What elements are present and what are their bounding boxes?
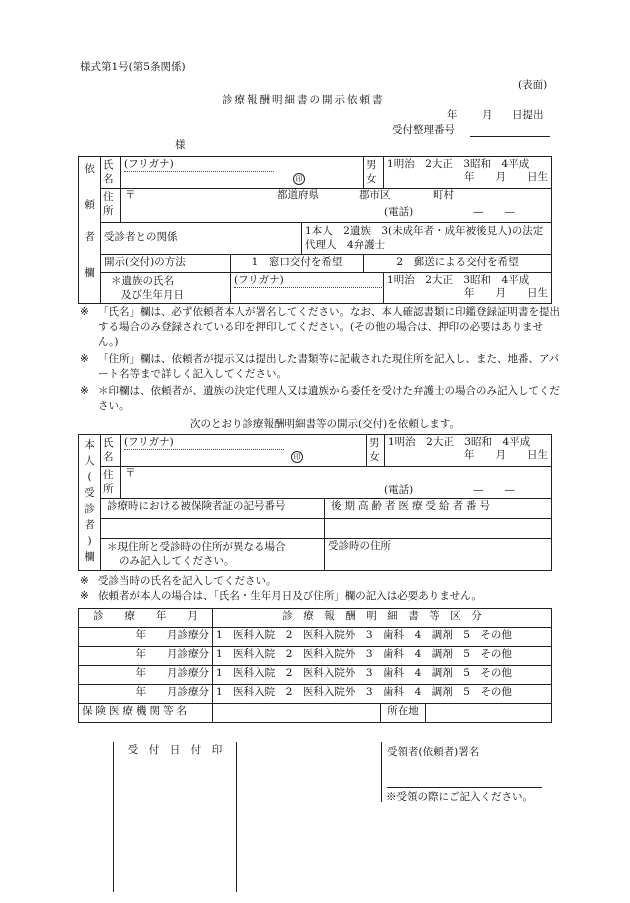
elderly-number-field[interactable] — [325, 519, 552, 539]
period-table — [78, 608, 552, 723]
patient-name-field[interactable]: (フリガナ) 印 — [121, 435, 367, 467]
elderly-number-label: 後期高齢者医療受給者番号 — [325, 499, 552, 519]
patient-address-field[interactable]: 〒 (電話) — — — [121, 467, 552, 499]
patient-birthdate[interactable]: 1明治 2大正 3昭和 4平成 年 月 日生 — [385, 435, 552, 467]
category-options[interactable]: 1 医科入院 2 医科入院外 3 歯科 4 調剤 5 その他 — [213, 685, 552, 704]
category-options[interactable]: 1 医科入院 2 医科入院外 3 歯科 4 調剤 5 その他 — [213, 647, 552, 666]
requester-birthdate[interactable]: 1明治 2大正 3昭和 4平成 年 月 日生 — [384, 157, 552, 189]
note-item: ※ 「氏名」欄は、必ず依頼者本人が署名してください。なお、本人確認書類に印鑑登録証明書を提出する場合のみ登録されている印を押印してください。(その他の場合は、押印の必要はありません。) — [80, 306, 560, 348]
notes-block-1 — [80, 305, 560, 414]
visit-address-field[interactable]: 受診時の住所 — [325, 539, 552, 571]
institution-field[interactable] — [213, 704, 381, 723]
signature-note: ※受領の際にご記入ください。 — [386, 791, 533, 803]
signature-label: 受領者(依頼者)署名 — [387, 746, 480, 758]
furigana-label: (フリガナ) — [124, 158, 274, 172]
honorific-label: 様 — [175, 139, 186, 151]
period-cell[interactable]: 年 月診療分 — [79, 628, 213, 647]
institution-label: 保険医療機関等名 — [79, 704, 213, 723]
sex-selector[interactable]: 男 女 — [364, 157, 384, 189]
deceased-label: ＊遺族の氏名 及び生年月日 — [101, 273, 231, 304]
note-item: ※ 依頼者が本人の場合は、「氏名・生年月日及び住所」欄の記入は必要ありません。 — [80, 590, 482, 602]
date-year-label: 年 — [447, 109, 458, 121]
requester-name-field[interactable] — [121, 157, 364, 189]
signature-field[interactable] — [387, 776, 542, 788]
insurance-number-field[interactable] — [101, 519, 325, 539]
relation-label: 受診者との関係 — [101, 223, 302, 255]
note-item: ※ 受診当時の氏名を記入してください。 — [80, 575, 277, 587]
method-window-option[interactable]: 1 窓口交付を希望 — [231, 255, 364, 273]
requester-table — [78, 156, 552, 304]
receipt-number-field[interactable] — [470, 124, 550, 137]
patient-table — [78, 434, 552, 571]
period-row — [79, 647, 552, 666]
signature-divider — [381, 742, 382, 802]
period-row — [79, 685, 552, 704]
name-label: 氏名 — [101, 157, 121, 189]
date-day-submit-label: 日提出 — [512, 109, 544, 121]
requester-address-field[interactable]: 〒 都道府県 郡市区 町村 (電話) — — — [121, 189, 552, 223]
note-item: ※ 「住所」欄は、依頼者が提示又は提出した書類等に記載された現住所を記入し、また、地番、アパート名等まで詳しく記入してください。 — [80, 353, 560, 380]
date-month-label: 月 — [482, 109, 493, 121]
page-title: 診療報酬明細書の開示依頼書 — [222, 94, 385, 106]
insurance-number-label: 診療時における被保険者証の記号番号 — [101, 499, 325, 519]
deceased-name-field[interactable]: (フリガナ) — [231, 273, 384, 304]
notes-block-2 — [80, 574, 560, 604]
method-label: 開示(交付)の方法 — [101, 255, 231, 273]
location-label: 所在地 — [381, 704, 426, 723]
side-label: (表面) — [518, 79, 548, 91]
period-cell[interactable]: 年 月診療分 — [79, 685, 213, 704]
requester-section-label: 依 頼 者 欄 — [79, 157, 101, 304]
deceased-birthdate[interactable]: 1明治 2大正 3昭和 4平成 年 月 日生 — [384, 273, 552, 304]
category-header: 診 療 報 酬 明 細 書 等 区 分 — [213, 609, 552, 628]
patient-sex-selector[interactable]: 男 女 — [367, 435, 385, 467]
period-cell[interactable]: 年 月診療分 — [79, 647, 213, 666]
period-header: 診 療 年 月 — [79, 609, 213, 628]
note-item: ※ ＊印欄は、依頼者が、遺族の決定代理人又は遺族から委任を受けた弁護士の場合のみ記入してください。 — [80, 385, 560, 412]
receipt-stamp-box — [113, 742, 237, 892]
seal-mark: 印 — [293, 173, 305, 185]
category-options[interactable]: 1 医科入院 2 医科入院外 3 歯科 4 調剤 5 その他 — [213, 628, 552, 647]
patient-address-label: 住所 — [101, 467, 121, 499]
period-row — [79, 628, 552, 647]
receipt-stamp-label: 受 付 日 付 印 — [127, 744, 223, 756]
request-sentence: 次のとおり診療報酬明細書等の開示(交付)を依頼します。 — [190, 418, 460, 430]
seal-mark: 印 — [291, 451, 303, 463]
location-field[interactable] — [426, 704, 552, 723]
patient-section-label: 本 人 ( 受 診 者 ) 欄 — [79, 435, 101, 571]
address-label: 住所 — [101, 189, 121, 223]
receipt-number-label: 受付整理番号 — [392, 124, 455, 136]
form-number: 様式第1号(第5条関係) — [80, 61, 186, 73]
period-row — [79, 666, 552, 685]
relation-options[interactable]: 1本人 2遺族 3(未成年者・成年被後見人)の法定代理人 4弁護士 — [302, 223, 552, 255]
patient-name-label: 氏名 — [101, 435, 121, 467]
diff-address-label: ＊現住所と受診時の住所が異なる場合 のみ記入してください。 — [101, 539, 325, 571]
category-options[interactable]: 1 医科入院 2 医科入院外 3 歯科 4 調剤 5 その他 — [213, 666, 552, 685]
period-cell[interactable]: 年 月診療分 — [79, 666, 213, 685]
method-mail-option[interactable]: 2 郵送による交付を希望 — [364, 255, 552, 273]
